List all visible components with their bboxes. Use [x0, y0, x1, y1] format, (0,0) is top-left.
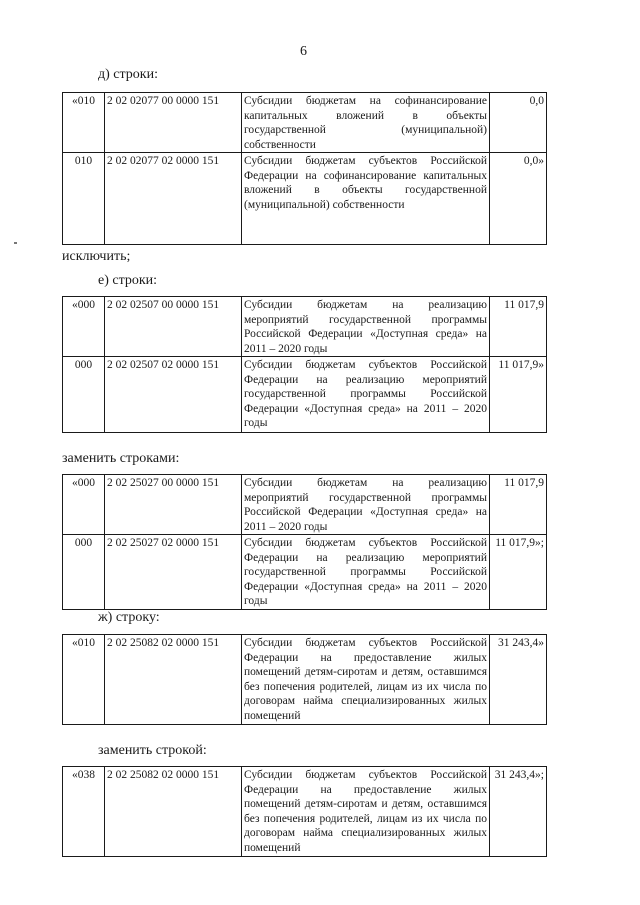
row-value: 11 017,9»: [490, 357, 547, 433]
table-row: [63, 767, 547, 857]
section-e-table: [62, 296, 547, 433]
row-value: 31 243,4»;: [490, 767, 547, 857]
row-kbk: 2 02 25027 02 0000 151: [105, 535, 242, 610]
row-description: Субсидии бюджетам субъектов Российской Федерации на предоставление жилых помещений детям-сиротам и детям, оставшимся без попечения родителей, лицам из их числа по договорам найма специализированных жилых помещений: [242, 767, 490, 857]
row-code: «000: [63, 475, 105, 535]
table-row: [63, 93, 547, 153]
table-row: [63, 153, 547, 245]
row-kbk: 2 02 25027 00 0000 151: [105, 475, 242, 535]
row-value: 11 017,9: [490, 297, 547, 357]
table-row: [63, 357, 547, 433]
row-kbk: 2 02 25082 02 0000 151: [105, 635, 242, 725]
section-zh-table: [62, 634, 547, 725]
row-code: «010: [63, 93, 105, 153]
section-d-table: [62, 92, 547, 245]
section-d-heading: д) строки:: [98, 67, 158, 82]
row-kbk: 2 02 25082 02 0000 151: [105, 767, 242, 857]
row-code: «038: [63, 767, 105, 857]
row-code: 000: [63, 357, 105, 433]
row-value: 11 017,9»;: [490, 535, 547, 610]
row-kbk: 2 02 02507 02 0000 151: [105, 357, 242, 433]
row-code: 010: [63, 153, 105, 245]
row-description: Субсидии бюджетам субъектов Российской Федерации на реализацию мероприятий государственной программы Российской Федерации «Доступная среда» на 2011 – 2020 годы: [242, 535, 490, 610]
row-description: Субсидии бюджетам на реализацию мероприятий государственной программы Российской Федерации «Доступная среда» на 2011 – 2020 годы: [242, 297, 490, 357]
row-code: «010: [63, 635, 105, 725]
table-row: [63, 635, 547, 725]
row-value: 11 017,9: [490, 475, 547, 535]
row-code: 000: [63, 535, 105, 610]
section-zh-replace-table: [62, 766, 547, 857]
row-kbk: 2 02 02507 00 0000 151: [105, 297, 242, 357]
row-description: Субсидии бюджетам субъектов Российской Федерации на реализацию мероприятий государственной программы Российской Федерации «Доступная среда» на 2011 – 2020 годы: [242, 357, 490, 433]
row-description: Субсидии бюджетам на софинансирование капитальных вложений в объекты государственной (муниципальной) собственности: [242, 93, 490, 153]
section-e-heading: е) строки:: [98, 273, 158, 288]
table-row: [63, 297, 547, 357]
row-kbk: 2 02 02077 00 0000 151: [105, 93, 242, 153]
row-description: Субсидии бюджетам субъектов Российской Федерации на предоставление жилых помещений детям-сиротам и детям, оставшимся без попечения родителей, лицам из их числа по договорам найма специализированных жилых помещений: [242, 635, 490, 725]
section-d-action: исключить;: [62, 249, 131, 264]
row-value: 0,0»: [490, 153, 547, 245]
section-e-replace-table: [62, 474, 547, 610]
table-row: [63, 535, 547, 610]
scan-mark: [14, 242, 17, 244]
row-description: Субсидии бюджетам на реализацию мероприятий государственной программы Российской Федерации «Доступная среда» на 2011 – 2020 годы: [242, 475, 490, 535]
row-kbk: 2 02 02077 02 0000 151: [105, 153, 242, 245]
row-value: 0,0: [490, 93, 547, 153]
section-zh-heading: ж) строку:: [98, 610, 160, 625]
section-zh-replace-heading: заменить строкой:: [98, 743, 207, 758]
row-value: 31 243,4»: [490, 635, 547, 725]
table-row: [63, 475, 547, 535]
row-code: «000: [63, 297, 105, 357]
row-description: Субсидии бюджетам субъектов Российской Федерации на софинансирование капитальных вложений в объекты государственной (муниципальной) собственности: [242, 153, 490, 245]
section-e-replace-heading: заменить строками:: [62, 451, 180, 466]
page-number: 6: [300, 44, 307, 59]
